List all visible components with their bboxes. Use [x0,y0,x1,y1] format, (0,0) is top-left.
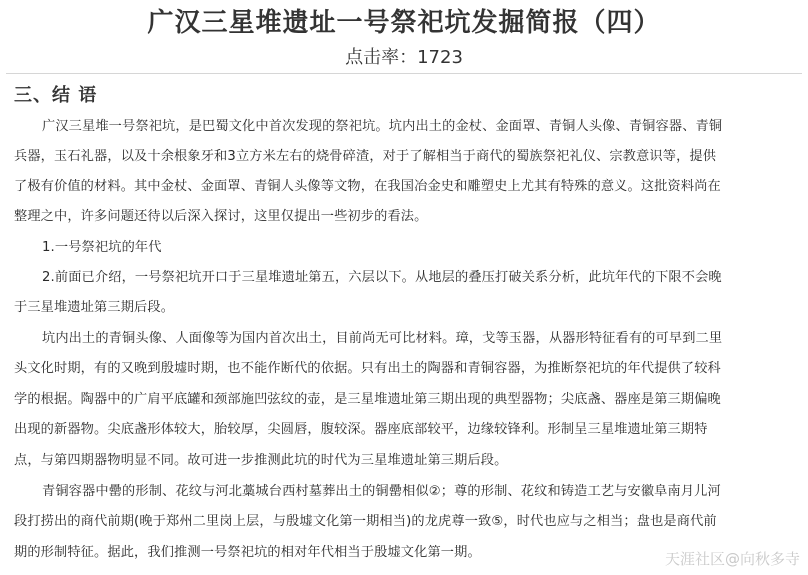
watermark: 天涯社区@向秋多寺 [664,550,800,568]
paragraph-line: 出现的新器物。尖底盏形体较大，胎较厚，尖圆唇，腹较深。器座底部较平，边缘较锋利。形制呈三星堆遗址第三期特 [14,422,708,437]
section-heading: 三、结 语 [14,85,98,106]
paragraph-line: 整理之中，许多问题还待以后深入探讨，这里仅提出一些初步的看法。 [14,209,428,224]
paragraph-line: 广汉三星堆一号祭祀坑，是巴蜀文化中首次发现的祭祀坑。坑内出土的金杖、金面罩、青铜人头像、青铜容器、青铜 [42,119,723,134]
paragraph-line: 期的形制特征。据此，我们推测一号祭祀坑的相对年代相当于殷墟文化第一期。 [14,545,481,560]
paragraph-line: 学的根据。陶器中的广肩平底罐和颈部施凹弦纹的壶，是三星堆遗址第三期出现的典型器物；尖底盏、器座是第三期偏晚 [14,392,721,407]
paragraph-line: 头文化时期，有的又晚到殷墟时期，也不能作断代的依据。只有出土的陶器和青铜容器，为推断祭祀坑的年代提供了较科 [14,361,721,376]
paragraph-line: 青铜容器中罍的形制、花纹与河北藁城台西村墓葬出土的铜罍相似②；尊的形制、花纹和铸造工艺与安徽阜南月儿河 [42,484,721,499]
paragraph-line: 坑内出土的青铜头像、人面像等为国内首次出土，目前尚无可比材料。璋，戈等玉器，从器形特征看有的可早到二里 [42,331,723,346]
paragraph-line: 于三星堆遗址第三期后段。 [14,300,175,315]
title-divider [6,73,802,74]
paragraph-line: 段打捞出的商代前期(晚于郑州二里岗上层，与殷墟文化第一期相当)的龙虎尊一致⑤，时代也应与之相当；盘也是商代前 [14,514,717,529]
click-count: 点击率：1723 [345,47,463,68]
paragraph-line: 2.前面已介绍，一号祭祀坑开口于三星堆遗址第五，六层以下。从地层的叠压打破关系分析，此坑年代的下限不会晚 [42,270,722,285]
paragraph-line: 了极有价值的材料。其中金杖、金面罩、青铜人头像等文物，在我国冶金史和雕塑史上尤其有特殊的意义。这批资料尚在 [14,179,721,194]
subheading-line: 1.一号祭祀坑的年代 [42,240,162,255]
paragraph-line: 点，与第四期器物明显不同。故可进一步推测此坑的时代为三星堆遗址第三期后段。 [14,453,508,468]
paragraph-line: 兵器，玉石礼器，以及十余根象牙和3立方米左右的烧骨碎渣，对于了解相当于商代的蜀族祭祀礼仪、宗教意识等，提供 [14,149,717,164]
article-title: 广汉三星堆遗址一号祭祀坑发掘简报（四） [147,8,661,38]
